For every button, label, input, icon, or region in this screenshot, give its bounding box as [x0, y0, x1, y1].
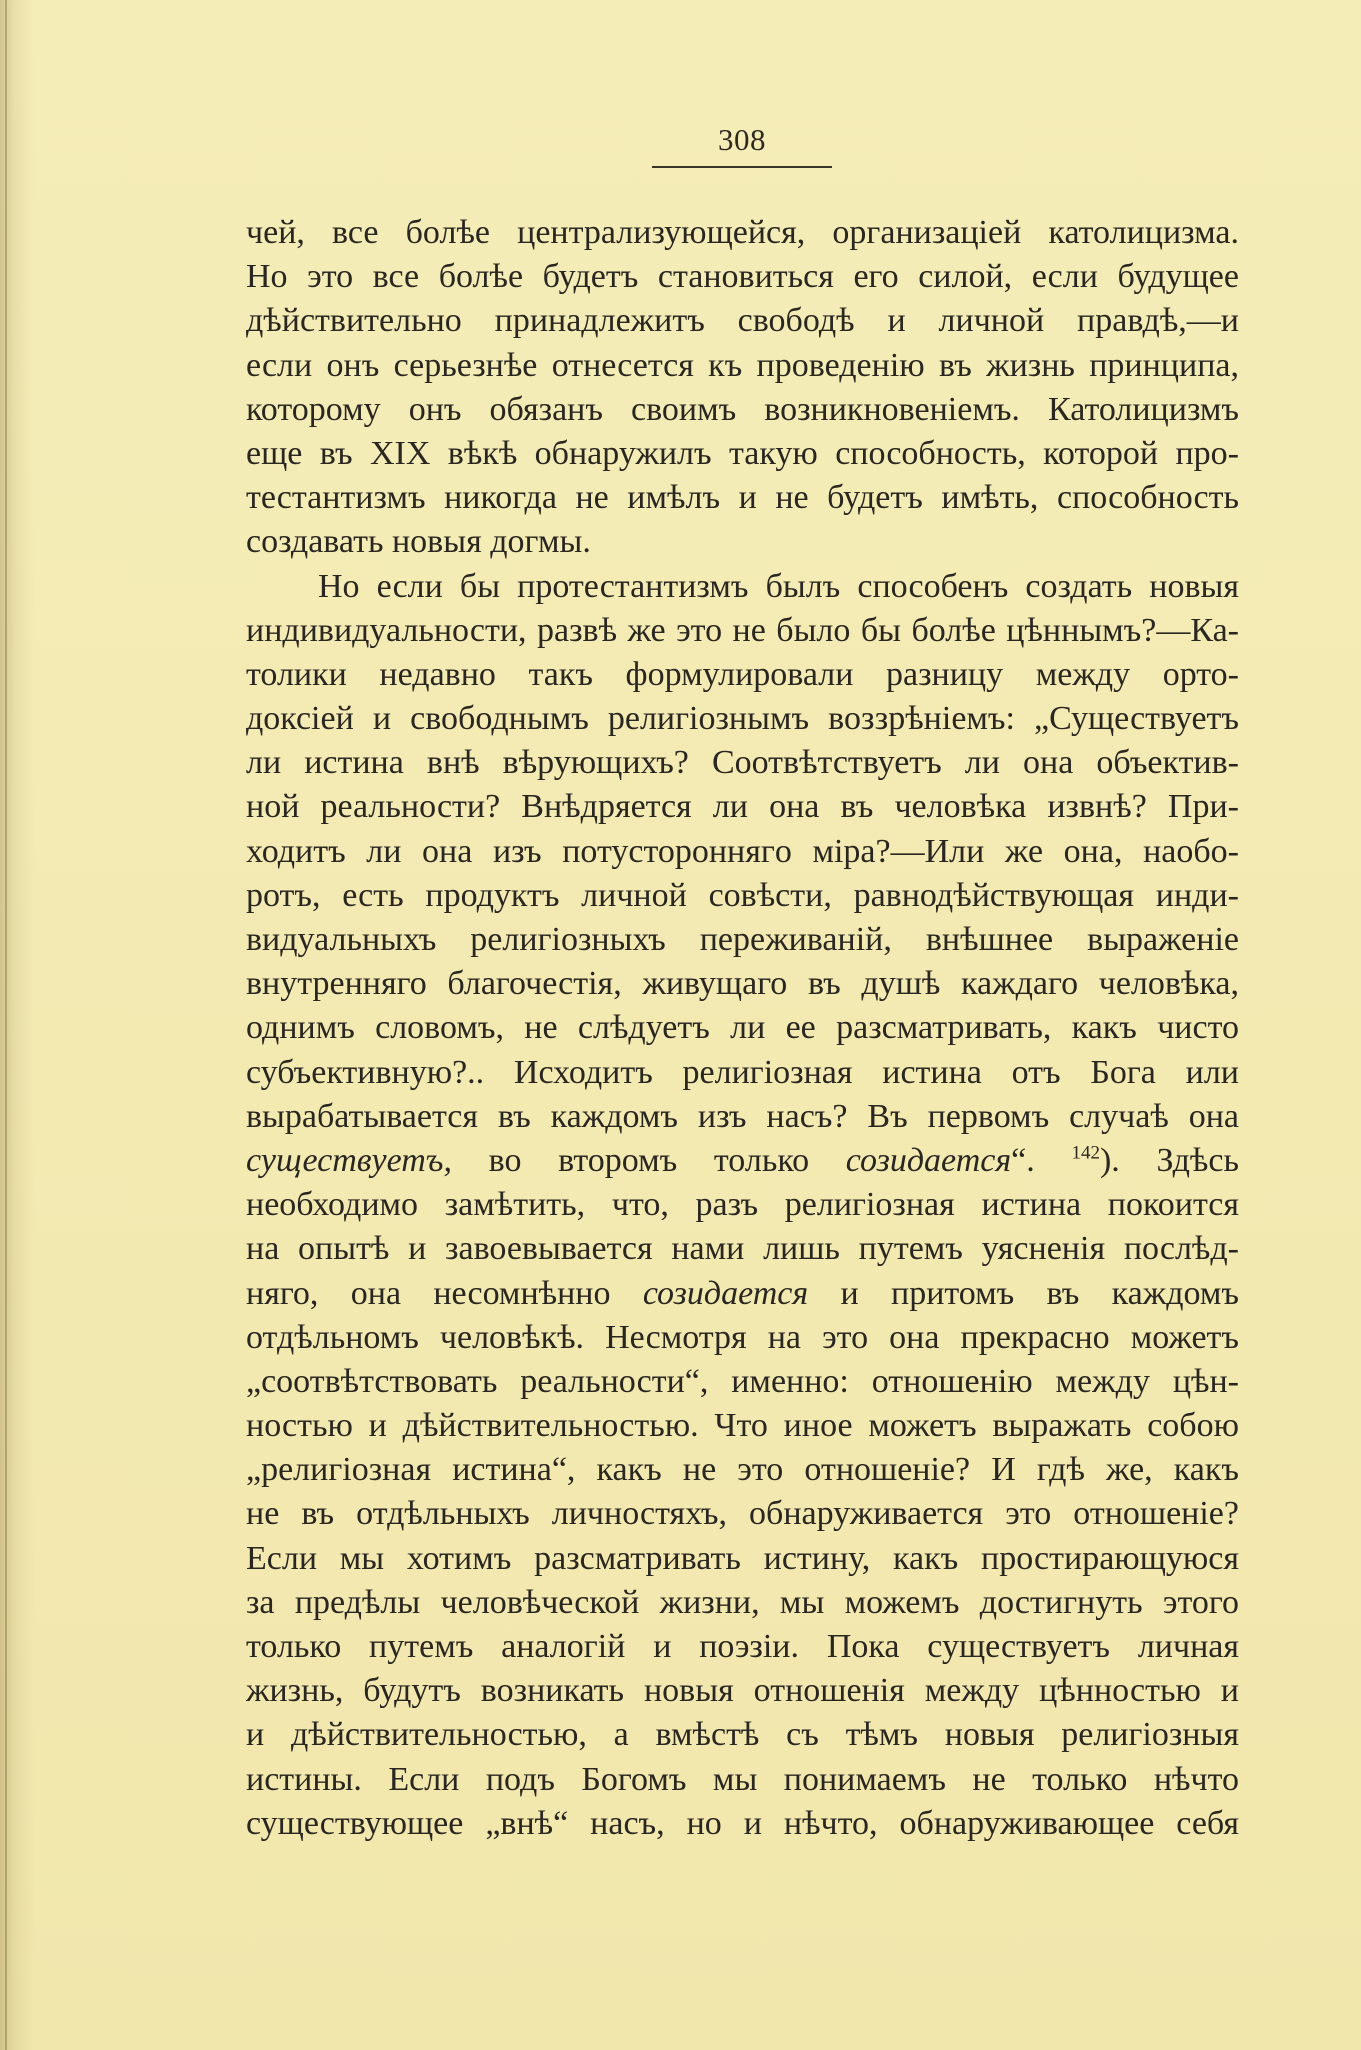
text-line: индивидуальности, развѣ же это не было бы болѣе цѣннымъ?—Ка- — [246, 611, 1239, 649]
text-run: няго, она несомнѣнно — [246, 1274, 643, 1312]
text-line: ли истина внѣ вѣрующихъ? Соотвѣтствуетъ ли она объектив- — [246, 744, 1239, 782]
text-run: ). Здѣсь — [1099, 1141, 1239, 1179]
text-line: Но это все болѣе будетъ становиться его силой, если будущее — [246, 258, 1239, 296]
text-run: “. — [1011, 1141, 1072, 1179]
body-text — [246, 211, 1239, 1846]
text-line: за предѣлы человѣческой жизни, мы можемъ достигнуть этого — [246, 1583, 1239, 1621]
text-line: толики недавно такъ формулировали разницу между орто- — [246, 655, 1239, 693]
text-line: только путемъ аналогій и поэзіи. Пока существуетъ личная — [246, 1628, 1239, 1665]
text-line: истины. Если подъ Богомъ мы понимаемъ не только нѣчто — [246, 1760, 1239, 1798]
text-line: „религіозная истина“, какъ не это отношеніе? И гдѣ же, какъ — [246, 1451, 1239, 1489]
text-line-with-italic — [246, 1272, 1239, 1316]
text-line: еще въ XIX вѣкѣ обнаружилъ такую способность, которой про- — [246, 434, 1239, 472]
page-spine-edge — [5, 0, 7, 2050]
page-number: 308 — [718, 122, 766, 157]
text-line: ротъ, есть продуктъ личной совѣсти, равнодѣйствующая инди- — [246, 876, 1239, 914]
text-line: существующее „внѣ“ насъ, но и нѣчто, обнаруживающее себя — [246, 1804, 1239, 1842]
text-line: видуальныхъ религіозныхъ переживаній, внѣшнее выраженіе — [246, 921, 1239, 958]
text-line: создавать новыя догмы. — [246, 523, 591, 561]
footnote-marker: 142 — [1071, 1142, 1100, 1164]
text-line: однимъ словомъ, не слѣдуетъ ли ее разсматривать, какъ чисто — [246, 1009, 1239, 1047]
italic-word: созидается — [642, 1274, 809, 1312]
text-line: отдѣльномъ человѣкѣ. Несмотря на это она прекрасно можетъ — [246, 1318, 1239, 1356]
text-line: доксіей и свободнымъ религіознымъ воззрѣніемъ: „Существуетъ — [246, 700, 1239, 738]
text-line: тестантизмъ никогда не имѣлъ и не будетъ имѣть, способность — [246, 479, 1239, 517]
page-number-rule — [652, 166, 832, 168]
text-line: ходитъ ли она изъ потустороннягo міра?—Или же она, наобо- — [246, 832, 1239, 870]
text-line: не въ отдѣльныхъ личностяхъ, обнаруживается это отношеніе? — [246, 1495, 1239, 1533]
text-line: „соотвѣтствовать реальности“, именно: отношенію между цѣн- — [246, 1362, 1239, 1400]
text-line-with-footnote — [246, 1139, 1239, 1183]
text-line: необходимо замѣтить, что, разъ религіозная истина покоится — [246, 1186, 1239, 1224]
paragraph-start-line: Но если бы протестантизмъ былъ способенъ создать новыя — [318, 567, 1239, 605]
text-line: дѣйствительно принадлежитъ свободѣ и личной правдѣ,—и — [246, 302, 1239, 340]
text-line: вырабатывается въ каждомъ изъ насъ? Въ первомъ случаѣ она — [246, 1097, 1239, 1135]
text-line: и дѣйствительностью, а вмѣстѣ съ тѣмъ новыя религіозныя — [246, 1716, 1239, 1754]
text-line: жизнь, будутъ возникать новыя отношенія между цѣнностью и — [246, 1672, 1239, 1710]
italic-word: созидается — [845, 1141, 1012, 1179]
text-line: на опытѣ и завоевывается нами лишь путемъ уясненія послѣд- — [246, 1230, 1239, 1268]
text-line: ностью и дѣйствительностью. Что иное можетъ выражать собою — [246, 1407, 1239, 1445]
text-line: если онъ серьезнѣе отнесется къ проведенію въ жизнь принципа, — [246, 346, 1239, 384]
text-line: субъективную?.. Исходитъ религіозная истина отъ Бога или — [246, 1053, 1239, 1091]
text-run: и притомъ въ каждомъ — [808, 1274, 1239, 1312]
text-run: во второмъ только — [451, 1141, 846, 1179]
italic-word: существуетъ, — [246, 1141, 452, 1179]
text-line: внутренняго благочестія, живущаго въ душѣ каждаго человѣка, — [246, 965, 1239, 1003]
text-line: Если мы хотимъ разсматривать истину, какъ простирающуюся — [246, 1539, 1239, 1577]
text-line: которому онъ обязанъ своимъ возникновеніемъ. Католицизмъ — [246, 390, 1239, 428]
text-line: чей, все болѣе централизующейся, организаціей католицизма. — [246, 214, 1239, 251]
text-line: ной реальности? Внѣдряется ли она въ человѣка извнѣ? При- — [246, 788, 1239, 826]
